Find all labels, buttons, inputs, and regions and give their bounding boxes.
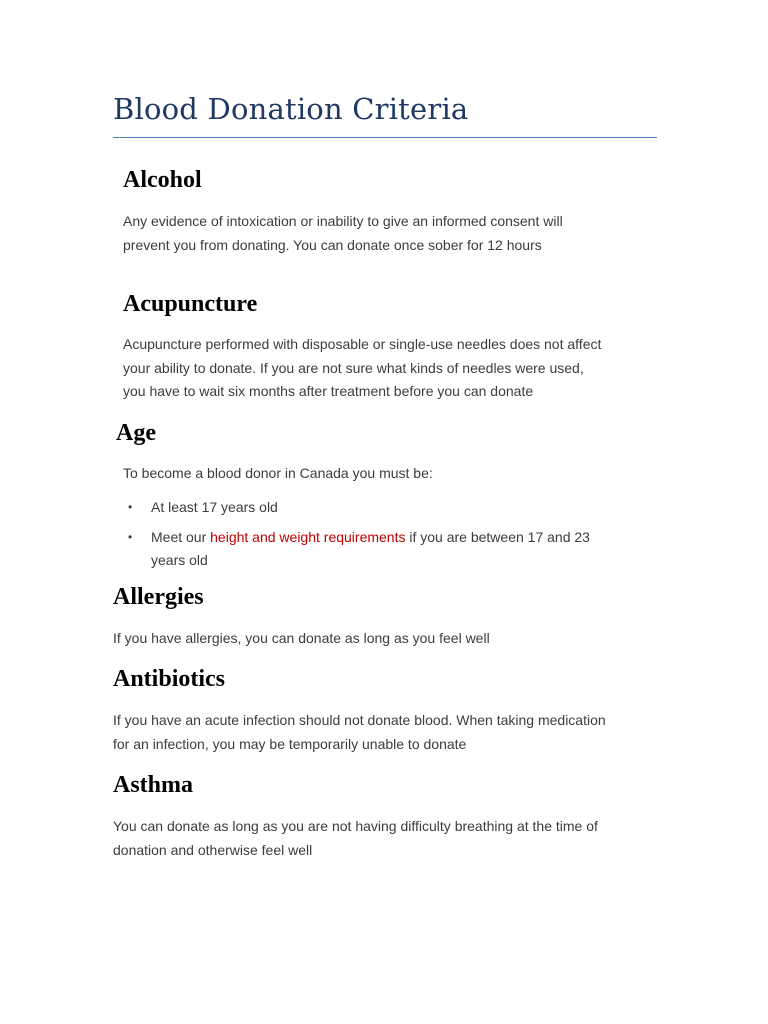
title-underline (113, 137, 657, 138)
section-text-alcohol (123, 210, 563, 257)
section-heading-age: Age (116, 420, 156, 446)
height-weight-requirements-link[interactable]: height and weight requirements (210, 528, 406, 545)
list-item-text: if you are between 17 and 23 (405, 528, 590, 545)
section-text-acupuncture (123, 333, 601, 404)
list-item-text: At least 17 years old (151, 499, 278, 515)
text-line: You can donate as long as you are not having difficulty breathing at the time of (113, 818, 598, 834)
section-heading-asthma: Asthma (113, 772, 194, 798)
section-heading-antibiotics: Antibiotics (113, 666, 226, 692)
section-text-allergies (113, 627, 490, 651)
section-text-asthma (113, 815, 598, 862)
text-line: If you have allergies, you can donate as long as you feel well (113, 630, 490, 646)
age-requirements-list (123, 496, 643, 573)
text-line: Acupuncture performed with disposable or single-use needles does not affect (123, 336, 602, 352)
text-line: Any evidence of intoxication or inability to give an informed consent will (123, 213, 563, 229)
section-heading-alcohol: Alcohol (123, 167, 202, 193)
section-heading-acupuncture: Acupuncture (123, 291, 258, 317)
list-item-text: Meet our (151, 528, 211, 545)
list-item (123, 496, 643, 520)
bullet-icon: • (128, 500, 133, 514)
text-line: for an infection, you may be temporarily unable to donate (113, 735, 467, 752)
text-line: prevent you from donating. You can donate once sober for 12 hours (123, 236, 542, 253)
list-item (123, 526, 643, 573)
text-line: your ability to donate. If you are not sure what kinds of needles were used, (123, 359, 584, 376)
section-heading-allergies: Allergies (113, 584, 204, 610)
text-line: donation and otherwise feel well (113, 841, 313, 858)
document-title: Blood Donation Criteria (113, 92, 469, 126)
text-line: If you have an acute infection should not donate blood. When taking medication (113, 712, 606, 728)
section-text-age-intro: To become a blood donor in Canada you must be: (123, 465, 433, 481)
text-line: you have to wait six months after treatment before you can donate (123, 383, 534, 399)
list-item-text: years old (151, 552, 208, 568)
bullet-icon: • (128, 529, 133, 544)
section-text-antibiotics (113, 709, 606, 756)
